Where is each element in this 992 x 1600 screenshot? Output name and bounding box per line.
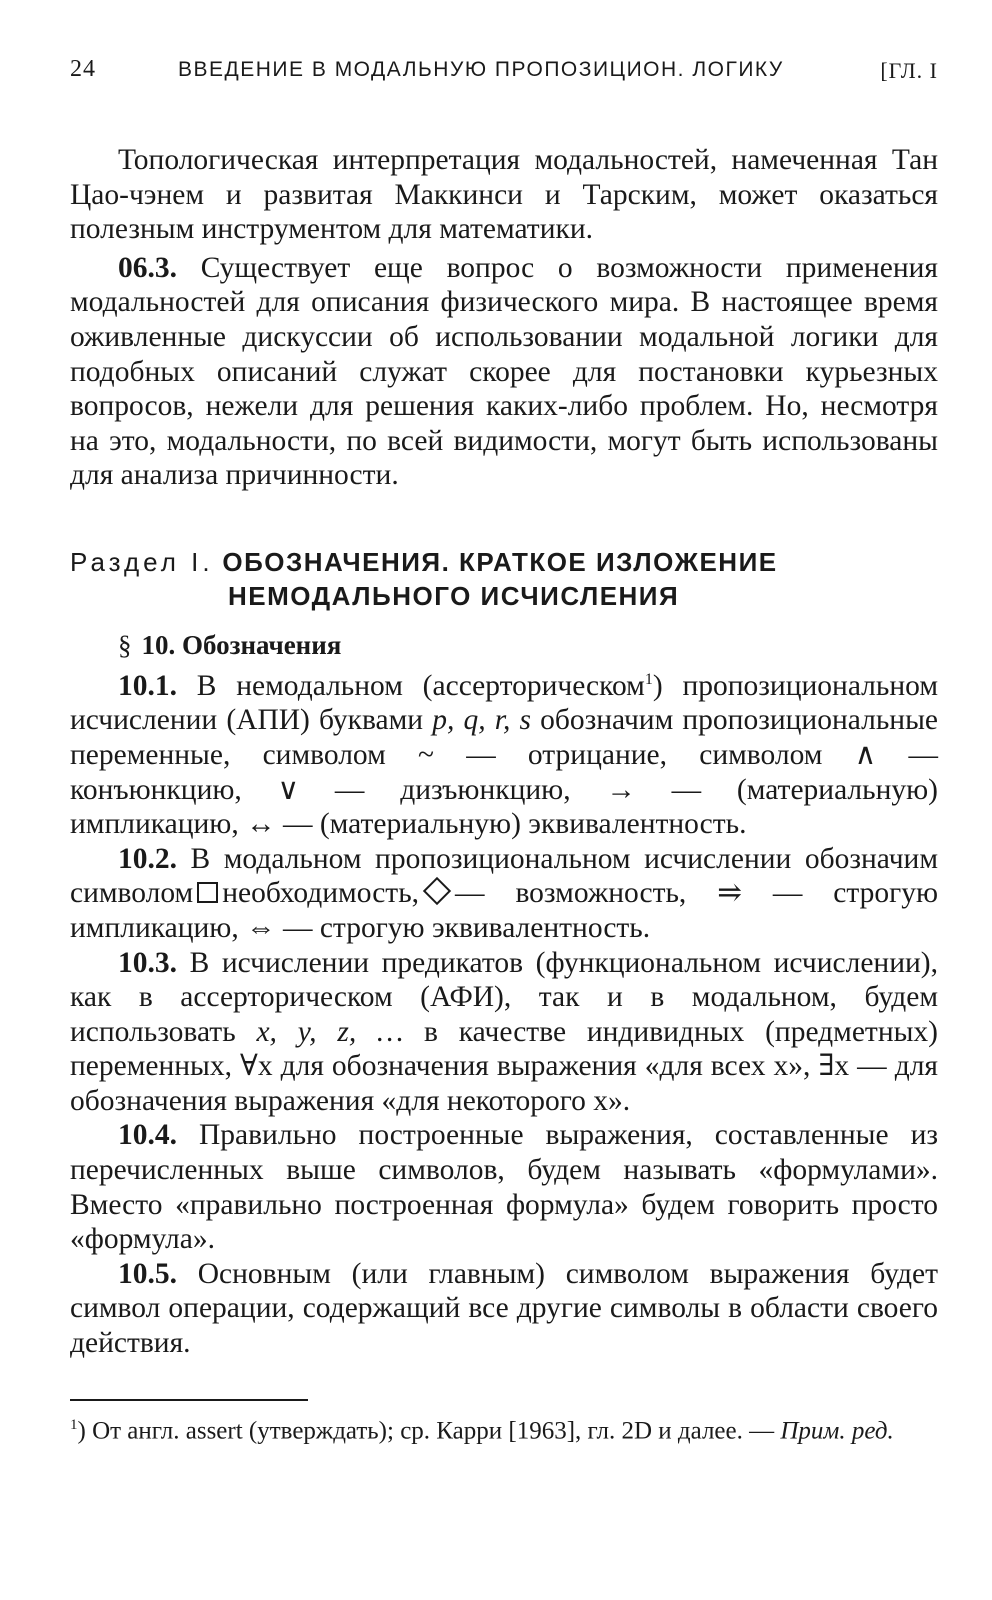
paragraph-06-3 (70, 251, 938, 493)
chapter-marker: [ГЛ. I (880, 58, 938, 83)
item-text: Основным (или главным) символом выражения будет символ операции, содержащий все другие символы в области своего действия. (70, 1257, 938, 1360)
item-text: Правильно построенные выражения, составленные из перечисленных выше символов, будем называть «формулами». Вместо «правильно построенная формула» будем говорить просто «формула». (70, 1119, 939, 1256)
item-text: в качестве индивидных (предметных) переменных, ∀x для обозначения выражения «для всех x», ∃x — для обозначения выражения «для некоторого x». (70, 1015, 938, 1117)
item-text: В исчислении предикатов (функциональном исчислении), как в ассерторическом (АФИ), так и в модальном, будем использовать (70, 946, 938, 1048)
paragraph-number: 06.3. (118, 251, 177, 284)
item-10-2 (70, 842, 938, 946)
variable-letters: p, q, r, s (432, 704, 531, 737)
running-head (70, 48, 938, 88)
possibility-diamond-icon (423, 877, 451, 905)
item-text: В немодальном (ассерторическом (196, 669, 645, 702)
item-number: 10.1. (118, 669, 177, 702)
book-page (70, 48, 938, 1447)
item-10-1 (70, 663, 938, 842)
running-title: ВВЕДЕНИЕ В МОДАЛЬНУЮ ПРОПОЗИЦИОН. ЛОГИКУ (178, 58, 784, 81)
footnote-text: ) От англ. assert (утверждать); ср. Карри [1963], гл. 2D и далее. — (77, 1416, 775, 1444)
page-number: 24 (70, 56, 96, 82)
editor-note: Прим. ред. (780, 1416, 894, 1444)
item-text: — возможность, ⥤ — строгую импликацию, ⇔ — строгую эквивалентность. (70, 877, 938, 944)
item-text: необходимость, (222, 877, 420, 910)
item-text: В модальном пропозициональном исчислении обозначим символом (70, 842, 939, 910)
paragraph-heading (70, 627, 938, 663)
section-title-line1: ОБОЗНАЧЕНИЯ. КРАТКОЕ ИЗЛОЖЕНИЕ (222, 546, 778, 577)
section-heading (70, 545, 938, 613)
item-number: 10.4. (118, 1119, 177, 1152)
item-number: 10.2. (118, 842, 177, 875)
section-label: Раздел I. (70, 546, 214, 577)
item-10-4 (70, 1118, 938, 1256)
necessity-box-icon (197, 882, 218, 903)
paragraph-topological: Топологическая интерпретация модальностей, намеченная Тан Цао-чэнем и развитая Маккинси и Тарским, может оказаться полезным инструментом для математики. (70, 144, 938, 246)
item-number: 10.5. (118, 1257, 177, 1290)
footnote-divider (70, 1399, 308, 1401)
footnote-mark: 1 (70, 1416, 78, 1433)
item-number: 10.3. (118, 946, 177, 979)
item-text: ) пропозициональном исчислении (АПИ) буквами (70, 669, 939, 737)
item-10-5 (70, 1257, 938, 1361)
section-title-line2: НЕМОДАЛЬНОГО ИСЧИСЛЕНИЯ (228, 580, 680, 611)
item-10-3 (70, 946, 938, 1119)
variable-letters: x, y, z, … (256, 1015, 404, 1048)
footnote-reference: 1 (644, 670, 653, 688)
paragraph-text: Существует еще вопрос о возможности применения модальностей для описания физического мира. В настоящее время оживленные дискуссии об использовании модальной логики для подобных описаний служат скорее для постановки курьезных вопросов, нежели для решения каких-либо проблем. Но, несмотря на это, модальности, по всей видимости, могут быть использованы для анализа причинности. (70, 251, 939, 492)
footnote (70, 1409, 938, 1447)
section-sign: § (118, 629, 132, 660)
paragraph-heading-title: 10. Обозначения (141, 629, 342, 660)
item-text: обозначим пропозициональные переменные, символом ~ — отрицание, символом ∧ — конъюнкцию, ∨ — дизъюнкцию, → — (материальную) импликацию, ↔ — (материальную) эквивалентность. (70, 704, 938, 841)
